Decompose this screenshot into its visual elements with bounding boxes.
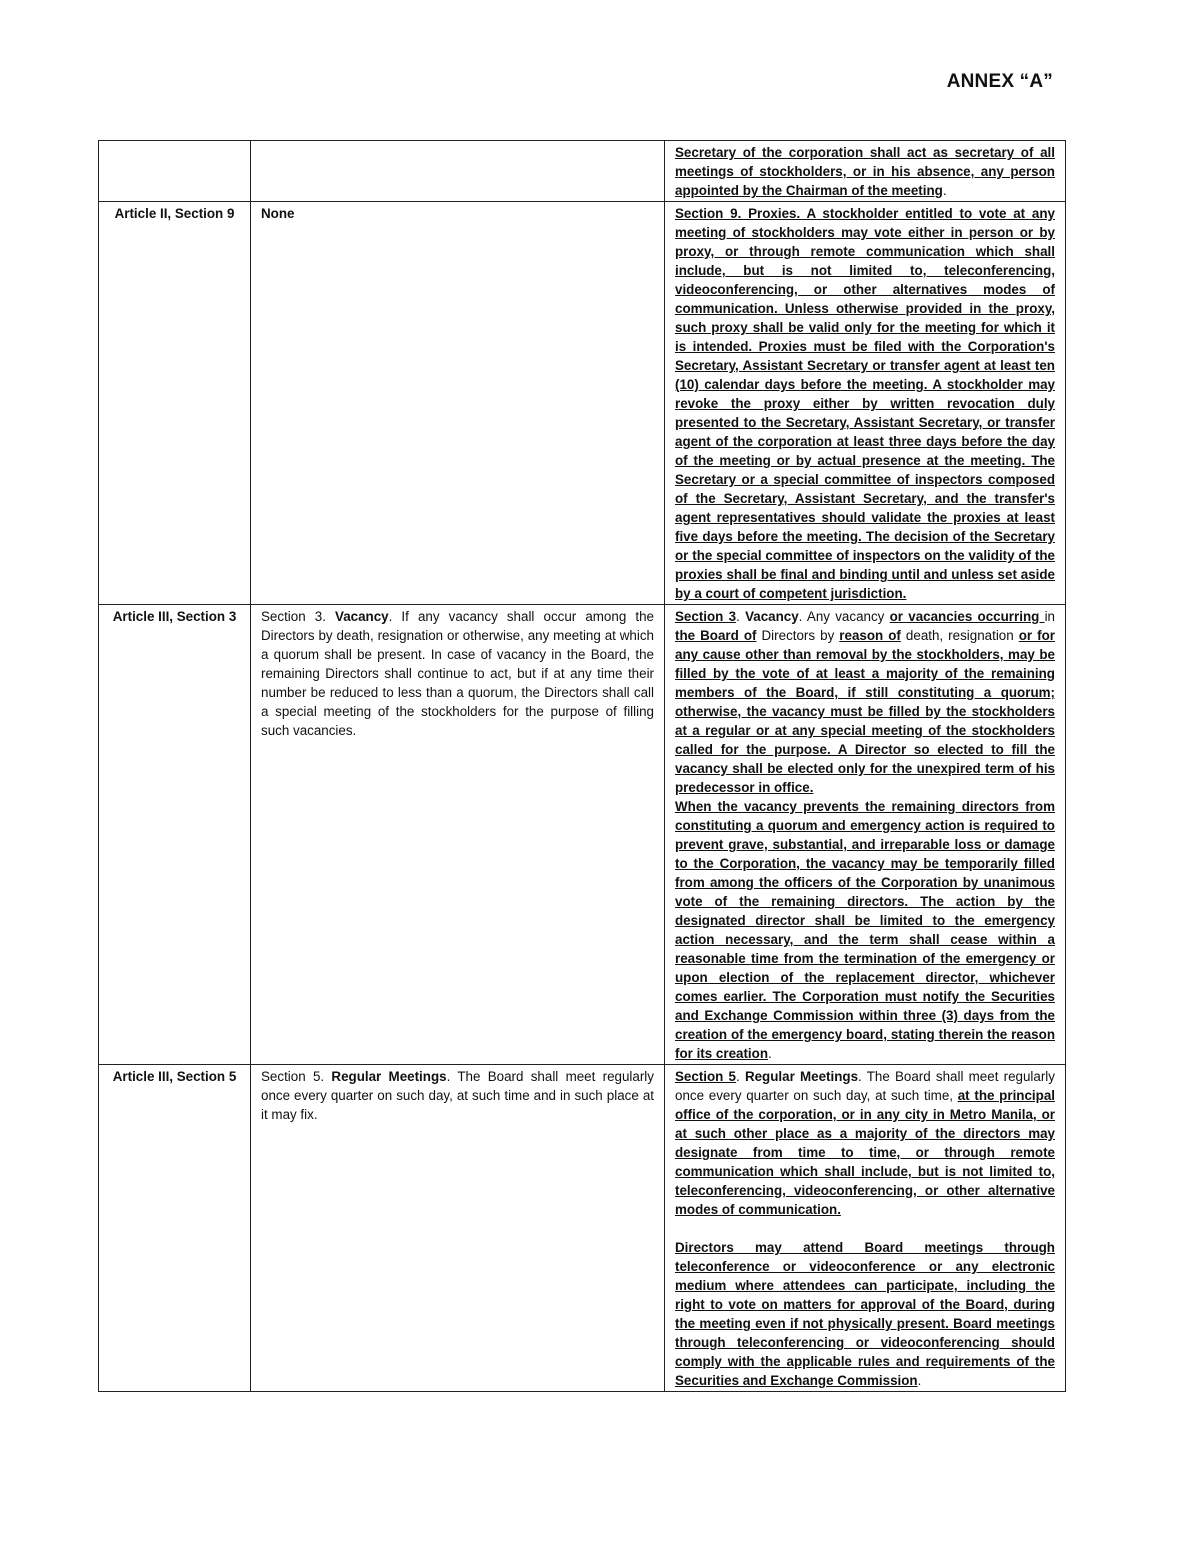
amended-paragraph [675, 607, 1055, 797]
amended-text: Secretary of the corporation shall act as secretary of all meetings of stockholders, or in his absence, any person appointed by the Chairman of the meeting [675, 145, 1055, 198]
amended-section-title: Regular Meetings [744, 1069, 859, 1084]
amended-text: . Any vacancy [798, 609, 890, 624]
original-text-cell [251, 605, 665, 1065]
article-ref-cell [99, 141, 251, 202]
amended-text: Directors by [756, 628, 840, 643]
amended-insertion: When the vacancy prevents the remaining directors from constituting a quorum and emergency action is required to prevent grave, substantial, and irreparable loss or damage to the Corporation, the vacancy may be temporarily filled from among the officers of the Corporation by unanimous vote of the remaining directors. The action by the designated director shall be limited to the emergency action necessary, and the term shall cease within a reasonable time from the termination of the emergency or upon election of the replacement director, whichever comes earlier. The Corporation must notify the Securities and Exchange Commission within three (3) days from the creation of the emergency board, stating therein the reason for its creation [675, 799, 1055, 1061]
original-section-title: Regular Meetings [331, 1069, 447, 1084]
original-text-cell [251, 1065, 665, 1392]
amended-insertion: reason of [839, 628, 901, 643]
amended-paragraph [675, 1238, 1055, 1390]
amended-text: . [736, 1069, 745, 1084]
amended-insertion: or for any cause other than removal by the stockholders, may be filled by the vote of at least a majority of the remaining members of the Board, if still constituting a quorum; otherwise, the vacancy must be filled by the stockholders at a regular or at any special meeting of the stockholders called for the purpose. A Director so elected to fill the vacancy shall be elected only for the unexpired term of his predecessor in office. [675, 628, 1056, 795]
amended-text-cell [665, 141, 1066, 202]
amended-text: . The Board shall meet regularly once every quarter on such day, at such time, [675, 1069, 1055, 1103]
amended-paragraph [675, 797, 1055, 1063]
paragraph-spacer [675, 1219, 1055, 1238]
amended-insertion: at the principal office of the corporation, or in any city in Metro Manila, or at such other place as a majority of the directors may designate from time to time, or through remote communication which shall include, but is not limited to, teleconferencing, videoconferencing, or other alternative modes of communication. [675, 1088, 1055, 1217]
article-ref-cell: Article III, Section 3 [99, 605, 251, 1065]
amended-section-number: Section 3 [675, 609, 737, 624]
amended-paragraph [675, 1067, 1055, 1219]
amended-section-title: Vacancy [745, 609, 799, 624]
article-ref-cell: Article II, Section 9 [99, 202, 251, 605]
amended-text: . [736, 609, 746, 624]
amended-text: Section 9. Proxies. A stockholder entitled to vote at any meeting of stockholders may vote either in person or by proxy, or through remote communication which shall include, but is not limited to, teleconferencing, videoconferencing, or other alternatives modes of communication. Unless otherwise provided in the proxy, such proxy shall be valid only for the meeting for which it is intended. Proxies must be filed with the Corporation's Secretary, Assistant Secretary or transfer agent at least ten (10) calendar days before the meeting. A stockholder may revoke the proxy either by written revocation duly presented to the Secretary, Assistant Secretary, or transfer agent of the corporation at least three days before the day of the meeting or by actual presence at the meeting. The Secretary or a special committee of inspectors composed of the Secretary, Assistant Secretary, and the transfer's agent representatives should validate the proxies at least five days before the meeting. The decision of the Secretary or the special committee of inspectors on the validity of the proxies shall be final and binding until and unless set aside by a court of competent jurisdiction. [675, 206, 1055, 601]
annex-title: ANNEX “A” [946, 71, 1053, 92]
original-section-body: . If any vacancy shall occur among the Directors by death, resignation or otherwise, any meeting at which a quorum shall be present. In case of vacancy in the Board, the remaining Directors shall continue to act, but if at any time their number be reduced to less than a quorum, the Directors shall call a special meeting of the stockholders for the purpose of filling such vacancies. [261, 609, 654, 738]
amended-text-cell [665, 605, 1066, 1065]
amended-insertion: the Board of [675, 628, 757, 643]
amended-text-end: . [768, 1046, 772, 1061]
table-row [99, 141, 1066, 202]
amended-text-cell [665, 1065, 1066, 1392]
amended-text-end: . [942, 183, 947, 198]
original-section-body: . The Board shall meet regularly once every quarter on such day, at such time and in such place at it may fix. [261, 1069, 654, 1122]
amended-text: death, resignation [900, 628, 1019, 643]
amended-section-number: Section 5 [675, 1069, 737, 1084]
amended-text-end: . [917, 1373, 922, 1388]
amended-insertion: Directors may attend Board meetings through teleconference or videoconference or any electronic medium where attendees can participate, including the right to vote on matters for approval of the Board, during the meeting even if not physically present. Board meetings through teleconferencing or videoconferencing should comply with the applicable rules and requirements of the Securities and Exchange Commission [675, 1240, 1055, 1388]
original-section-number: Section 3. [261, 609, 336, 624]
original-section-number: Section 5. [261, 1069, 332, 1084]
amended-insertion: or vacancies occurring [889, 609, 1045, 624]
original-text-cell [251, 141, 665, 202]
amendments-table [98, 140, 1066, 1392]
table-row [99, 202, 1066, 605]
amended-text-cell [665, 202, 1066, 605]
article-ref-cell: Article III, Section 5 [99, 1065, 251, 1392]
table-row [99, 605, 1066, 1065]
amended-text: in [1044, 609, 1055, 624]
original-text-cell: None [251, 202, 665, 605]
original-section-title: Vacancy [335, 609, 389, 624]
table-row [99, 1065, 1066, 1392]
